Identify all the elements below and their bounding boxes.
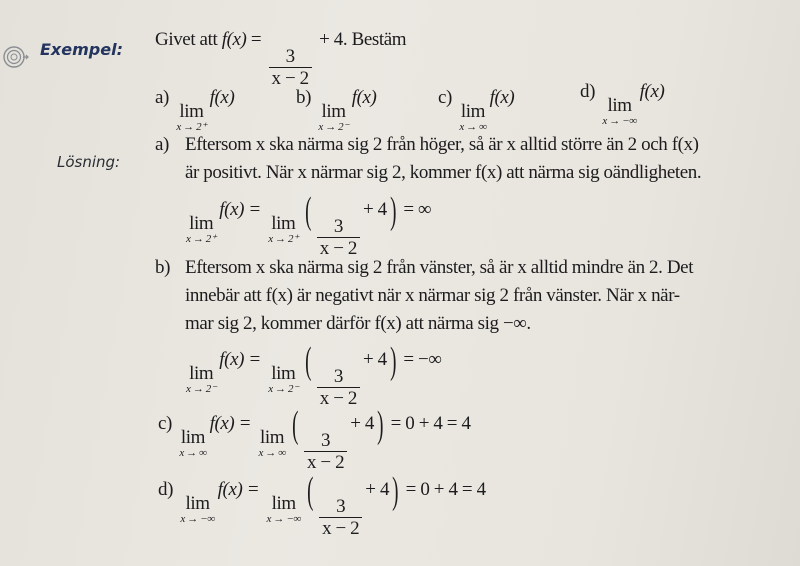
- result: = 0 + 4 = 4: [405, 479, 486, 500]
- lim-text: lim: [180, 427, 206, 448]
- limit: [459, 102, 486, 133]
- part-letter: c): [438, 87, 452, 108]
- limit: [602, 96, 636, 127]
- lim-text: lim: [189, 363, 214, 384]
- lim-text: lim: [460, 101, 486, 122]
- solution-a-letter: a): [155, 134, 169, 155]
- limit: [318, 102, 348, 133]
- part-letter: a): [155, 87, 169, 108]
- lim-subscript: x → −∞: [180, 513, 215, 525]
- limit: [186, 214, 216, 245]
- right-paren: ): [392, 470, 399, 512]
- lim-subscript: x → −∞: [602, 115, 637, 127]
- function-symbol: f(x): [351, 87, 377, 108]
- numerator: 3: [333, 216, 343, 237]
- limit: [268, 364, 298, 395]
- lim-subscript: x → 2⁻: [318, 121, 349, 133]
- lim-text: lim: [260, 427, 285, 448]
- lim-subscript: x → ∞: [179, 447, 207, 459]
- lim-subscript: x → 2⁺: [186, 233, 217, 245]
- part-letter: c): [158, 413, 172, 434]
- lim-text: lim: [189, 213, 214, 234]
- statement-rest: + 4. Bestäm: [319, 29, 407, 50]
- fraction: [317, 366, 360, 409]
- result: = −∞: [403, 349, 442, 370]
- lim-subscript: x → 2⁻: [268, 383, 299, 395]
- lim-text: lim: [607, 95, 632, 116]
- solution-b-line2: innebär att f(x) är negativt när x närmar sig 2 från vänster. När x när-: [185, 285, 680, 306]
- plus-four: + 4: [350, 413, 374, 434]
- left-paren: (: [304, 190, 311, 232]
- lim-subscript: x → −∞: [266, 513, 301, 525]
- limit: [180, 494, 214, 525]
- example-part-b: [296, 86, 376, 133]
- function-symbol: f(x): [489, 87, 515, 108]
- fraction: [304, 430, 347, 473]
- lim-subscript: x → 2⁺: [176, 121, 207, 133]
- solution-b-line3: mar sig 2, kommer därför f(x) att närma sig −∞.: [185, 313, 531, 334]
- plus-four: + 4: [362, 199, 387, 220]
- function-symbol: f(x): [209, 87, 235, 108]
- lim-text: lim: [321, 101, 346, 122]
- solution-label: Lösning:: [57, 153, 121, 171]
- lim-subscript: x → ∞: [258, 447, 286, 459]
- example-statement: [155, 28, 406, 89]
- plus-four: + 4: [365, 479, 390, 500]
- example-part-d: [580, 80, 664, 127]
- numerator: 3: [285, 46, 295, 67]
- part-letter: d): [158, 479, 174, 500]
- example-part-c: [438, 86, 514, 133]
- solution-a-line1: Eftersom x ska närma sig 2 från höger, så är x alltid större än 2 och f(x): [185, 134, 699, 155]
- limit: [186, 364, 216, 395]
- solution-b-letter: b): [155, 257, 171, 278]
- numerator: 3: [321, 430, 331, 451]
- plus-four: + 4: [362, 349, 387, 370]
- numerator: 3: [333, 366, 343, 387]
- right-paren: ): [377, 404, 384, 446]
- solution-a-equation: [183, 190, 432, 259]
- example-label: Exempel:: [40, 40, 123, 59]
- denominator: x − 2: [317, 387, 360, 409]
- solution-a-line2: är positivt. När x närmar sig 2, kommer f(x) att närma sig oändligheten.: [185, 162, 702, 183]
- part-letter: d): [580, 81, 596, 102]
- function-symbol: f(x) =: [219, 349, 261, 370]
- limit: [258, 428, 285, 459]
- part-letter: b): [296, 87, 312, 108]
- denominator: x − 2: [317, 237, 360, 259]
- function-symbol: f(x) =: [209, 413, 252, 434]
- solution-b-line1: Eftersom x ska närma sig 2 från vänster, så är x alltid mindre än 2. Det: [185, 257, 694, 278]
- lim-subscript: x → ∞: [459, 121, 487, 133]
- lim-subscript: x → 2⁻: [186, 383, 217, 395]
- function-symbol: f(x): [221, 29, 247, 50]
- equals: =: [250, 29, 262, 50]
- left-paren: (: [306, 470, 313, 512]
- limit: [176, 102, 206, 133]
- solution-c-equation: [158, 404, 471, 473]
- fraction: [319, 496, 362, 539]
- lim-text: lim: [179, 101, 204, 122]
- lim-subscript: x → 2⁺: [268, 233, 299, 245]
- solution-b-equation: [183, 340, 442, 409]
- function-symbol: f(x): [639, 81, 665, 102]
- denominator: x − 2: [269, 67, 312, 89]
- lim-text: lim: [271, 213, 296, 234]
- left-paren: (: [291, 404, 298, 446]
- limit: [268, 214, 298, 245]
- limit: [179, 428, 206, 459]
- result: = 0 + 4 = 4: [390, 413, 471, 434]
- intro-text: Givet att: [155, 29, 218, 50]
- numerator: 3: [336, 496, 346, 517]
- fraction: [269, 46, 312, 89]
- lim-text: lim: [271, 493, 296, 514]
- example-part-a: [155, 86, 234, 133]
- left-paren: (: [304, 340, 311, 382]
- result: = ∞: [403, 199, 432, 220]
- right-paren: ): [389, 340, 396, 382]
- lim-text: lim: [271, 363, 296, 384]
- fraction: [317, 216, 360, 259]
- denominator: x − 2: [319, 517, 362, 539]
- denominator: x − 2: [304, 451, 347, 473]
- function-symbol: f(x) =: [217, 479, 260, 500]
- limit: [267, 494, 301, 525]
- example-spiral-icon: [3, 44, 29, 70]
- solution-d-equation: [158, 470, 486, 539]
- right-paren: ): [389, 190, 396, 232]
- lim-text: lim: [185, 493, 210, 514]
- function-symbol: f(x) =: [219, 199, 261, 220]
